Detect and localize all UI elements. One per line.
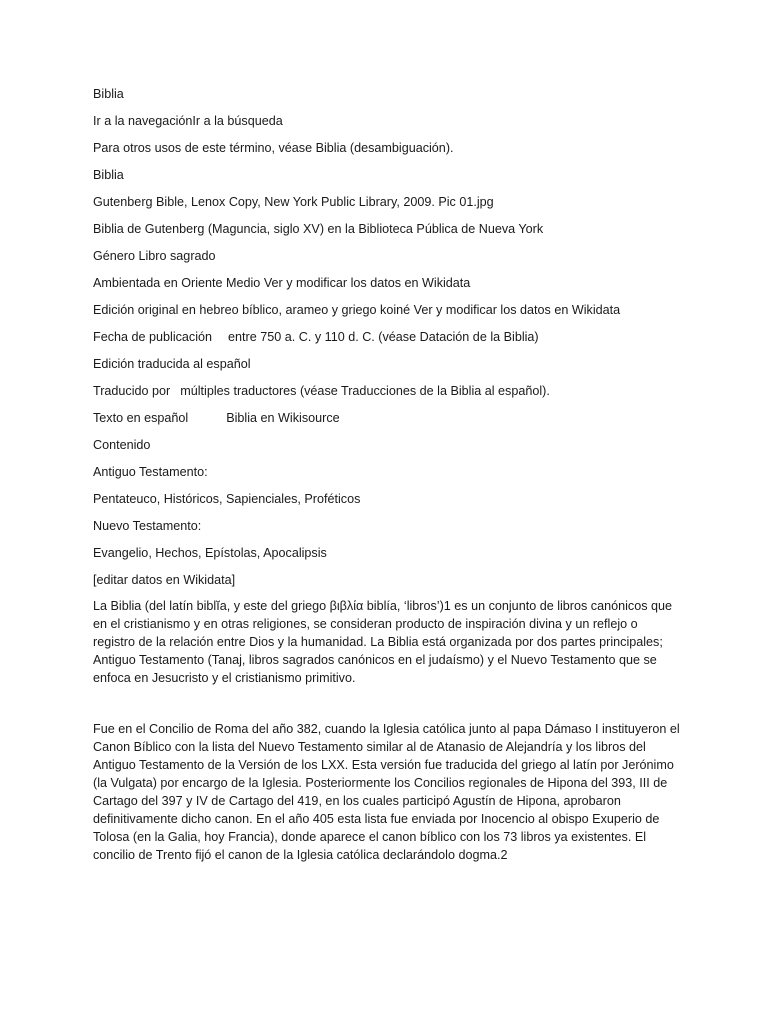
infobox-ot-books: Pentateuco, Históricos, Sapienciales, Proféticos xyxy=(93,492,361,506)
infobox-heading: Biblia xyxy=(93,168,124,182)
spanish-text-label: Texto en español xyxy=(93,411,189,425)
infobox-contents: Contenido xyxy=(93,438,151,452)
infobox-nt-books: Evangelio, Hechos, Epístolas, Apocalipsis xyxy=(93,546,327,560)
pub-date-label: Fecha de publicación xyxy=(93,330,213,344)
nav-links: Ir a la navegaciónIr a la búsqueda xyxy=(93,114,283,128)
infobox-original-edition: Edición original en hebreo bíblico, arameo y griego koiné Ver y modificar los datos en Wikidata xyxy=(93,303,621,317)
body-paragraph: Fue en el Concilio de Roma del año 382, cuando la Iglesia católica junto al papa Dámaso I instituyeron el Canon Bíblico con la lista del Nuevo Testamento similar al de Atanasio de Alejandría y los libros del Antiguo Testamento de la Versión de los LXX. Esta versión fue traducida del griego al latín por Jerónimo (la Vulgata) por encargo de la Iglesia. Posteriormente los Concilios regionales de Hipona del 393, III de Cartago del 397 y IV de Cartago del 419, en los cuales participó Agustín de Hipona, aprobaron definitivamente dicho canon. En el año 405 esta lista fue enviada por Inocencio al obispo Exuperio de Tolosa (en la Galia, hoy Francia), donde aparece el canon bíblico con los 73 libros ya existentes. El concilio de Trento fijó el canon de la Iglesia católica declarándolo dogma.2 xyxy=(93,722,680,862)
infobox-nt-label: Nuevo Testamento: xyxy=(93,519,202,533)
infobox-translated-by-row xyxy=(93,383,683,400)
infobox-edit-link: [editar datos en Wikidata] xyxy=(93,573,236,587)
infobox-image-filename: Gutenberg Bible, Lenox Copy, New York Public Library, 2009. Pic 01.jpg xyxy=(93,195,494,209)
pub-date-value: entre 750 a. C. y 110 d. C. (véase Datación de la Biblia) xyxy=(228,330,539,344)
translated-by-value: múltiples traductores (véase Traducciones de la Biblia al español). xyxy=(180,384,550,398)
infobox-genre: Género Libro sagrado xyxy=(93,249,216,263)
infobox-spanish-edition: Edición traducida al español xyxy=(93,357,251,371)
infobox-setting: Ambientada en Oriente Medio Ver y modificar los datos en Wikidata xyxy=(93,276,471,290)
body-paragraph: La Biblia (del latín biblĭa, y este del griego βιβλία biblía, ‘libros’)1 es un conjunto de libros canónicos que en el cristianismo y en otras religiones, se consideran producto de inspiración divina y un reflejo o registro de la relación entre Dios y la humanidad. La Biblia está organizada por dos partes principales; Antiguo Testamento (Tanaj, libros sagrados canónicos en el judaísmo) y el Nuevo Testamento que se enfoca en Jesucristo y el cristianismo primitivo. xyxy=(93,599,673,685)
spanish-text-value: Biblia en Wikisource xyxy=(226,411,340,425)
document-content xyxy=(93,86,683,864)
translated-by-label: Traducido por xyxy=(93,384,171,398)
disambiguation-note: Para otros usos de este término, véase Biblia (desambiguación). xyxy=(93,141,454,155)
infobox-ot-label: Antiguo Testamento: xyxy=(93,465,208,479)
infobox-spanish-text-row xyxy=(93,410,683,427)
page-title: Biblia xyxy=(93,87,124,101)
infobox-image-caption: Biblia de Gutenberg (Maguncia, siglo XV) en la Biblioteca Pública de Nueva York xyxy=(93,222,544,236)
infobox-pub-date-row xyxy=(93,329,683,346)
